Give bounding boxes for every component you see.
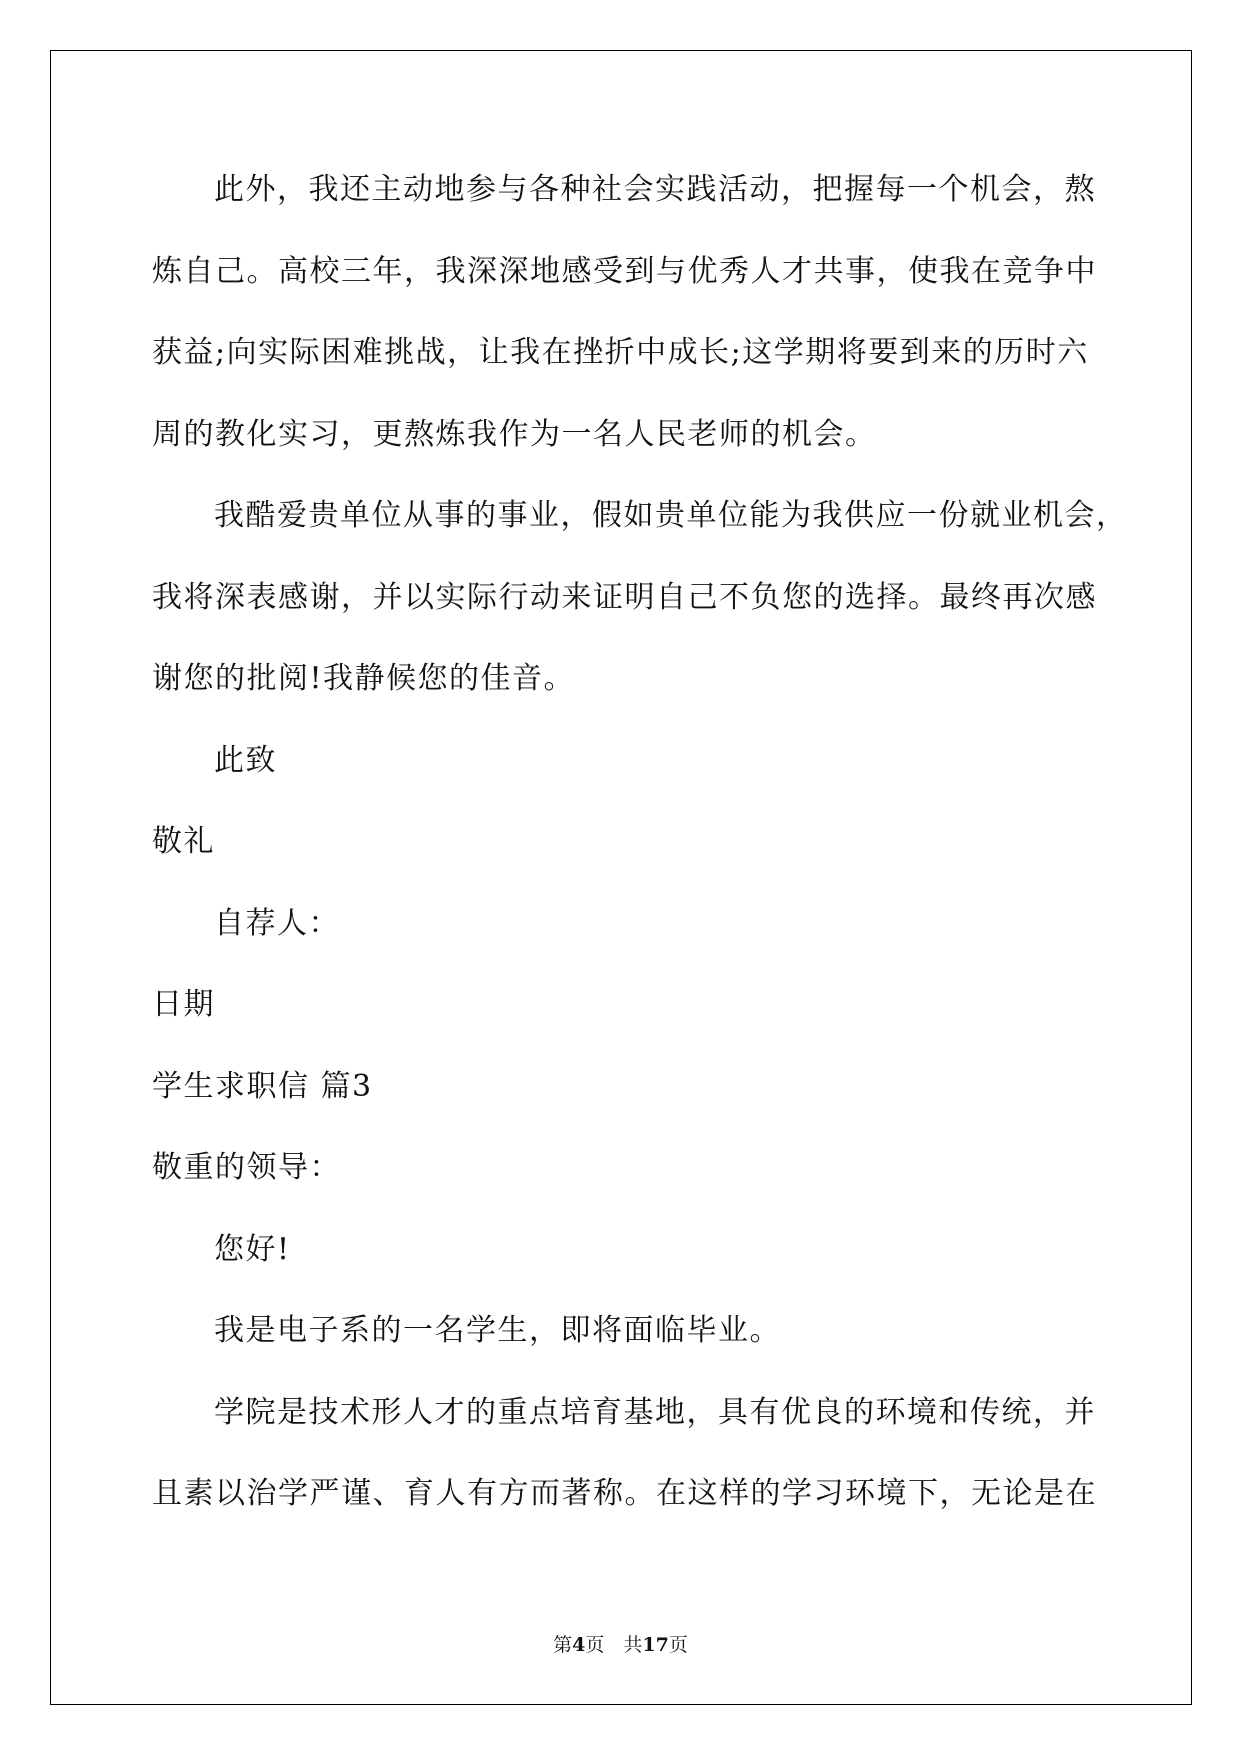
footer-total-pages: 17 (642, 1634, 669, 1656)
text-line: 我将深表感谢，并以实际行动来证明自己不负您的选择。最终再次感 (152, 579, 1097, 615)
letter-greeting: 敬重的领导： (152, 1150, 341, 1185)
footer-page-prefix: 第 (553, 1634, 573, 1656)
footer-page-suffix: 页 (585, 1634, 605, 1656)
footer-page-number: 4 (572, 1634, 586, 1656)
text-line: 谢您的批阅!我静候您的佳音。 (152, 661, 576, 696)
text-line: 获益;向实际困难挑战，让我在挫折中成长;这学期将要到来的历时六 (152, 335, 1089, 370)
text-line: 我是电子系的一名学生，即将面临毕业。 (214, 1313, 781, 1348)
text-line: 学院是技术形人才的重点培育基地，具有优良的环境和传统，并 (214, 1394, 1096, 1430)
letter-hello: 您好! (214, 1231, 291, 1267)
closing-regards: 敬礼 (152, 824, 215, 859)
document-body (152, 160, 1128, 1546)
text-line: 周的教化实习，更熬炼我作为一名人民老师的机会。 (152, 416, 877, 452)
section-heading: 学生求职信 篇3 (152, 1068, 373, 1104)
footer-total-prefix: 共 (623, 1634, 643, 1656)
page-footer (0, 1630, 1241, 1657)
text-line: 且素以治学严谨、育人有方而著称。在这样的学习环境下，无论是在 (152, 1476, 1097, 1511)
text-line: 炼自己。高校三年，我深深地感受到与优秀人才共事，使我在竞争中 (152, 253, 1097, 289)
date-label: 日期 (152, 987, 215, 1022)
text-line: 我酷爱贵单位从事的事业，假如贵单位能为我供应一份就业机会， (214, 498, 1128, 533)
text-line: 此外，我还主动地参与各种社会实践活动，把握每一个机会，熬 (214, 172, 1096, 207)
signature-label: 自荐人： (214, 905, 340, 941)
footer-total-suffix: 页 (668, 1634, 688, 1656)
closing-salutation: 此致 (214, 742, 277, 778)
